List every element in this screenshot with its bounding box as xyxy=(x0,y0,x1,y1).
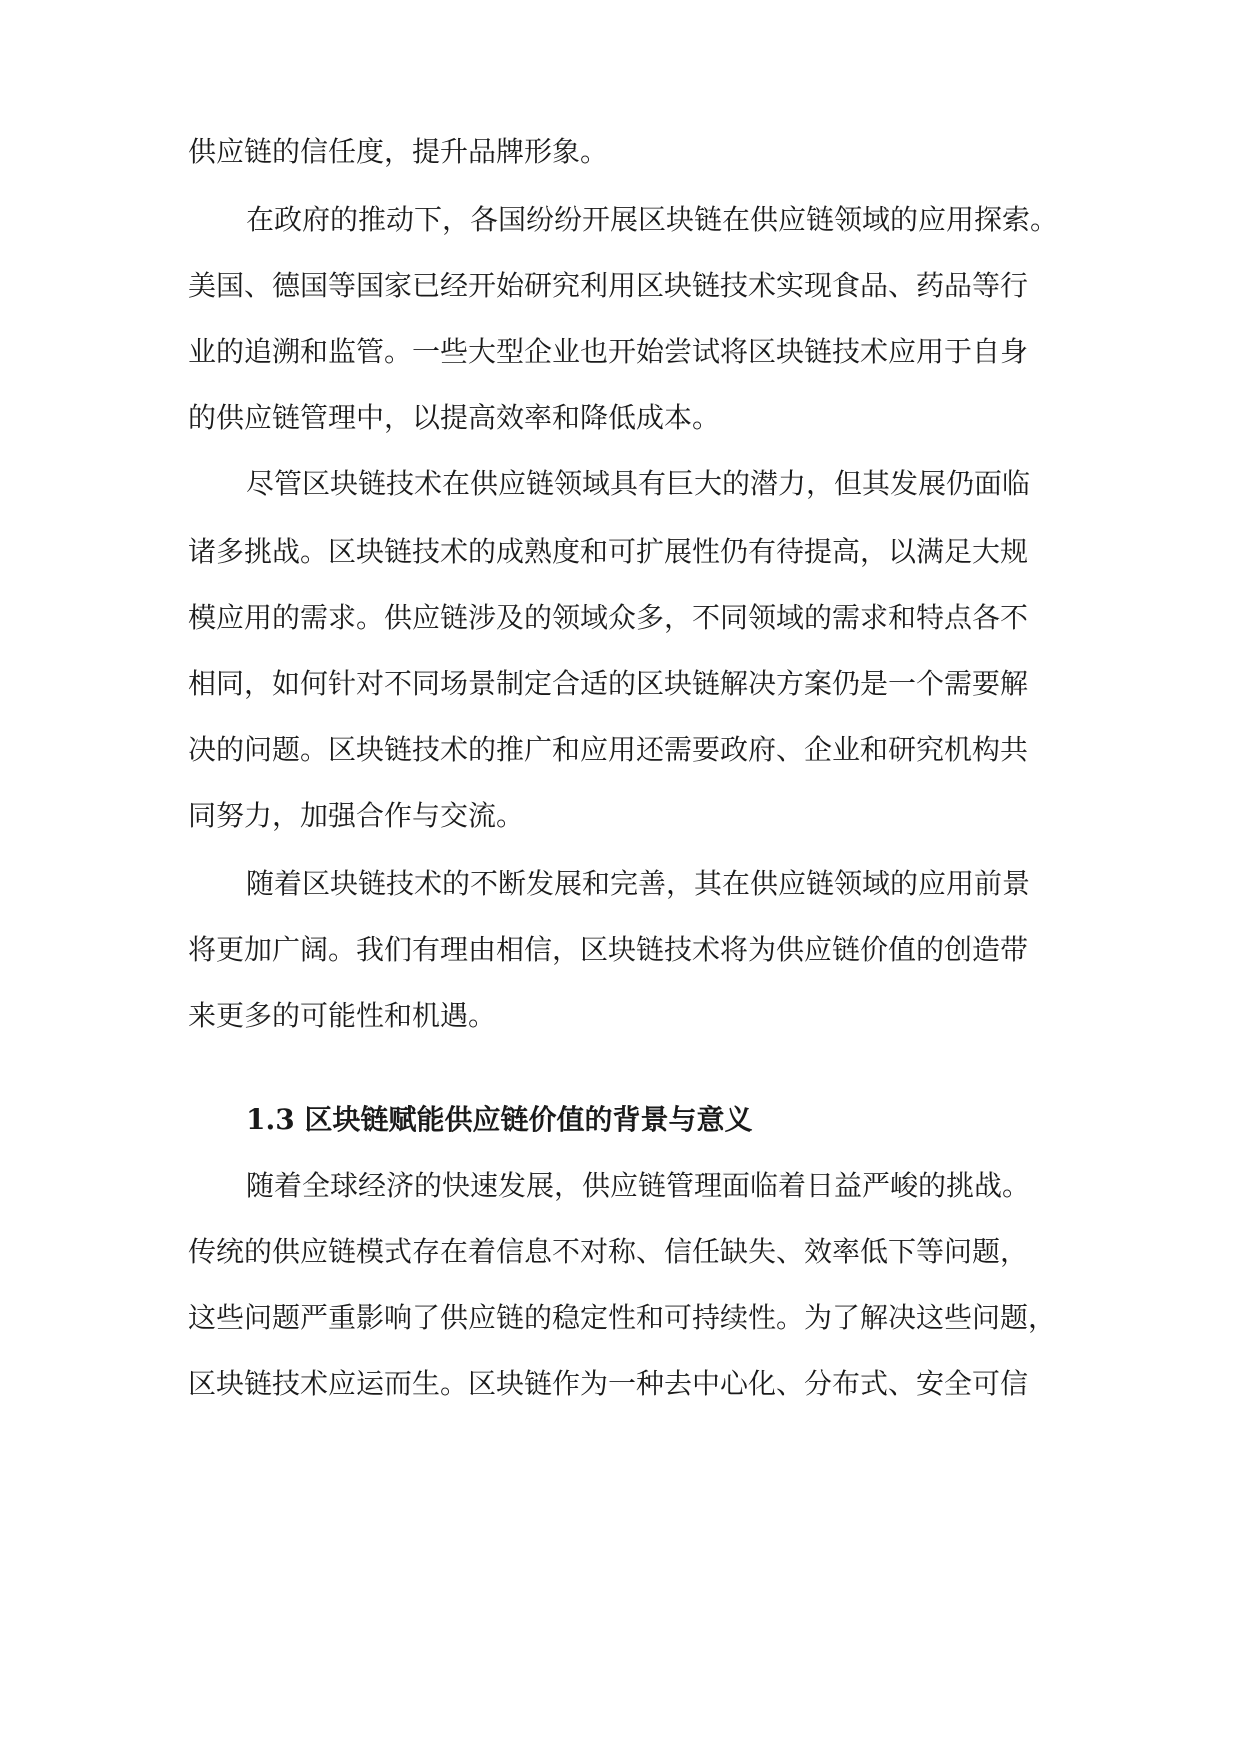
paragraph-3-line-6: 同努力，加强合作与交流。 xyxy=(188,799,525,832)
paragraph-3-line-2: 诸多挑战。区块链技术的成熟度和可扩展性仍有待提高，以满足大规 xyxy=(188,535,1029,568)
paragraph-2-line-3: 业的追溯和监管。一些大型企业也开始尝试将区块链技术应用于自身 xyxy=(188,335,1029,368)
paragraph-3-line-5: 决的问题。区块链技术的推广和应用还需要政府、企业和研究机构共 xyxy=(188,733,1029,766)
section-heading: 1.3 区块链赋能供应链价值的背景与意义 xyxy=(246,1103,753,1136)
paragraph-3-line-4: 相同，如何针对不同场景制定合适的区块链解决方案仍是一个需要解 xyxy=(188,667,1029,700)
paragraph-5-line-3: 这些问题严重影响了供应链的稳定性和可持续性。为了解决这些问题， xyxy=(188,1301,1057,1334)
paragraph-2-line-1: 在政府的推动下，各国纷纷开展区块链在供应链领域的应用探索。 xyxy=(246,203,1059,236)
paragraph-5-line-2: 传统的供应链模式存在着信息不对称、信任缺失、效率低下等问题， xyxy=(188,1235,1029,1268)
paragraph-3-line-3: 模应用的需求。供应链涉及的领域众多，不同领域的需求和特点各不 xyxy=(188,601,1029,634)
paragraph-2-line-4: 的供应链管理中，以提高效率和降低成本。 xyxy=(188,401,721,434)
paragraph-4-line-1: 随着区块链技术的不断发展和完善，其在供应链领域的应用前景 xyxy=(246,867,1031,900)
paragraph-5-line-1: 随着全球经济的快速发展，供应链管理面临着日益严峻的挑战。 xyxy=(246,1169,1031,1202)
paragraph-4-line-3: 来更多的可能性和机遇。 xyxy=(188,999,497,1032)
paragraph-5-line-4: 区块链技术应运而生。区块链作为一种去中心化、分布式、安全可信 xyxy=(188,1367,1029,1400)
paragraph-1-line-1: 供应链的信任度，提升品牌形象。 xyxy=(188,135,609,168)
paragraph-2-line-2: 美国、德国等国家已经开始研究利用区块链技术实现食品、药品等行 xyxy=(188,269,1029,302)
paragraph-3-line-1: 尽管区块链技术在供应链领域具有巨大的潜力，但其发展仍面临 xyxy=(246,467,1031,500)
paragraph-4-line-2: 将更加广阔。我们有理由相信，区块链技术将为供应链价值的创造带 xyxy=(188,933,1029,966)
